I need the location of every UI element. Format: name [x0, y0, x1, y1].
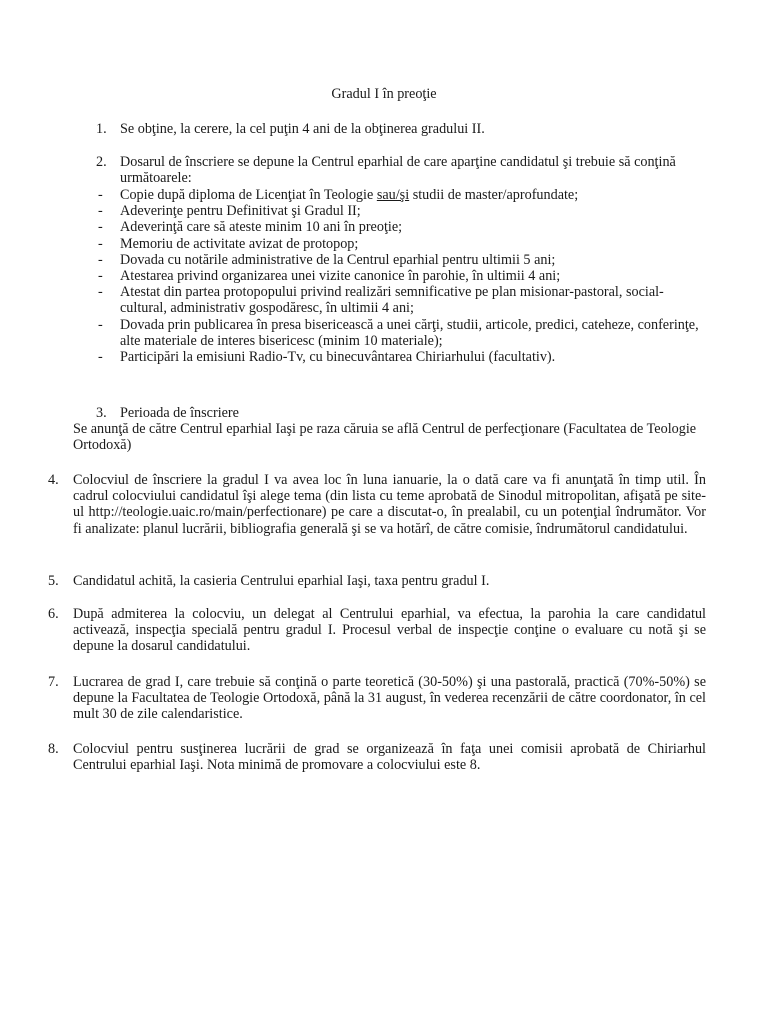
bullet-dash: - — [98, 251, 103, 268]
requirements-list — [96, 187, 706, 365]
item-text: Dosarul de înscriere se depune la Centrul eparhial de care aparţine candidatul şi trebuie să conţină următoarele: — [120, 154, 676, 187]
bullet-dash: - — [98, 219, 103, 236]
list-item-2 — [96, 154, 706, 186]
item-text: Colocviul pentru susţinerea lucrării de grad se organizează în faţa unei comisii aprobată de Chiriarhul Centrului eparhial Iaşi. Nota minimă de promovare a colocviului este 8. — [73, 741, 706, 774]
requirement-text: Atestarea privind organizarea unei vizite canonice în parohie, în ultimii 4 ani; — [120, 268, 561, 285]
list-item — [96, 236, 706, 252]
bullet-dash: - — [98, 235, 103, 252]
list-item-8 — [48, 741, 706, 773]
item-number: 6. — [48, 606, 59, 622]
bullet-dash: - — [98, 284, 103, 301]
list-item-7 — [48, 674, 706, 723]
list-item-4 — [48, 472, 706, 537]
item-3-text: Se anunţă de către Centrul eparhial Iaşi pe raza căruia se află Centrul de perfecţionare (Facultatea de Teologie Ortodoxă) — [73, 421, 697, 454]
requirement-text: studii de master/aprofundate; — [409, 187, 579, 203]
requirement-text: Dovada cu notările administrative de la Centrul eparhial pentru ultimii 5 ani; — [120, 251, 556, 268]
list-item-1 — [96, 121, 706, 137]
item-number: 1. — [96, 121, 107, 137]
requirement-text: Memoriu de activitate avizat de protopop; — [120, 235, 359, 252]
document-title: Gradul I în preoţie — [331, 86, 437, 102]
list-item-6 — [48, 606, 706, 655]
item-heading: Perioada de înscriere — [120, 405, 239, 421]
item-number: 2. — [96, 154, 107, 170]
requirement-text: Adeverinţe pentru Definitivat şi Gradul II; — [120, 203, 361, 220]
item-number: 8. — [48, 741, 59, 757]
requirement-text: Atestat din partea protopopului privind realizări semnificative pe plan misionar-pastoral, social-cultural, administrativ gospodăresc, în ultimii 4 ani; — [120, 284, 664, 317]
item-text: Colocviul de înscriere la gradul I va avea loc în luna ianuarie, la o dată care va fi anunţată în timp util. În cadrul colocviului candidatul îşi alege tema (din lista cu teme aprobată de Sinodul mitropolitan, afişată pe site-ul http://teologie.uaic.ro/main/perfectionare) pe care a discutat-o, în prealabil, cu un potenţial îndrumător. Vor fi analizate: planul lucrării, bibliografia generală şi se va hotărî, de către comisie, îndrumătorul candidatului. — [73, 472, 706, 537]
list-item — [96, 219, 706, 235]
item-text: După admiterea la colocviu, un delegat al Centrului eparhial, va efectua, la parohia la care candidatul activează, inspecţia specială pentru gradul I. Procesul verbal de inspecţie conţine o evaluare cu notă şi se depune la dosarul candidatului. — [73, 606, 706, 655]
requirement-text: Adeverinţă care să ateste minim 10 ani în preoţie; — [120, 219, 403, 236]
item-text: Lucrarea de grad I, care trebuie să conţină o parte teoretică (30-50%) şi una pastorală, practică (70%-50%) se depune la Facultatea de Teologie Ortodoxă, până la 31 august, în vederea recenzării de către coordonator, în cel mult 30 de zile calendaristice. — [73, 674, 706, 723]
list-item — [96, 187, 706, 203]
requirement-text: Participări la emisiuni Radio-Tv, cu binecuvântarea Chiriarhului (facultativ). — [120, 349, 556, 366]
item-number: 5. — [48, 573, 59, 589]
underlined-text: sau/şi — [376, 187, 410, 203]
bullet-dash: - — [98, 187, 103, 203]
list-item — [96, 317, 706, 349]
item-number: 3. — [96, 405, 107, 421]
requirement-text: Copie după diploma de Licenţiat în Teologie — [120, 187, 377, 203]
item-number: 4. — [48, 472, 59, 488]
bullet-dash: - — [98, 203, 103, 220]
list-item — [96, 268, 706, 284]
bullet-dash: - — [98, 316, 103, 333]
bullet-dash: - — [98, 268, 103, 285]
list-item — [96, 349, 706, 365]
item-text: Se obţine, la cerere, la cel puţin 4 ani de la obţinerea gradului II. — [120, 121, 485, 137]
item-text: Candidatul achită, la casieria Centrului eparhial Iaşi, taxa pentru gradul I. — [73, 573, 490, 589]
list-item — [96, 284, 706, 316]
bullet-dash: - — [98, 349, 103, 366]
requirement-text: Dovada prin publicarea în presa bisericească a unei cărţi, studii, articole, predici, cateheze, conferinţe, alte materiale de interes bisericesc (minim 10 materiale); — [120, 316, 699, 349]
list-item-3 — [96, 405, 706, 421]
list-item — [96, 252, 706, 268]
list-item — [96, 203, 706, 219]
list-item-5 — [48, 573, 706, 589]
item-number: 7. — [48, 674, 59, 690]
